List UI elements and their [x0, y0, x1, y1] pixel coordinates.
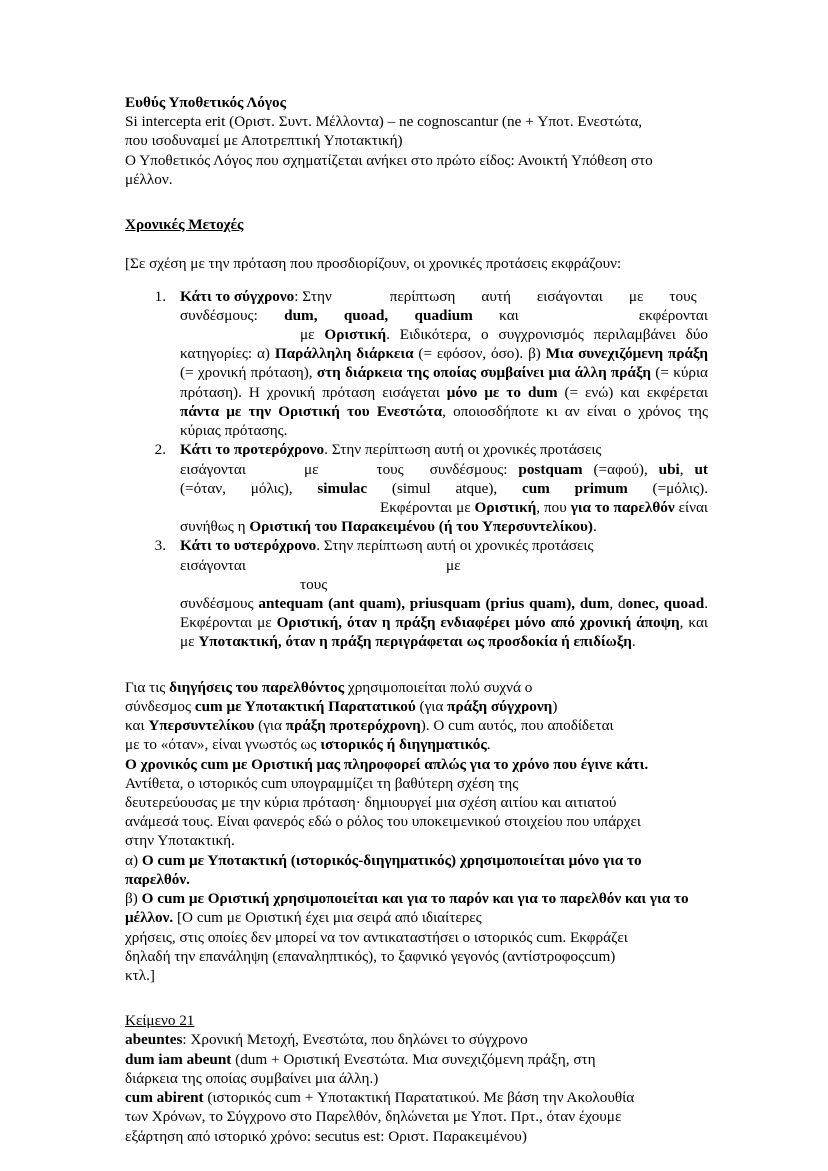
entry-cum-abirent: [125, 1088, 708, 1107]
s3-p10-a: β): [125, 890, 142, 908]
section-3-line-1: [125, 678, 708, 697]
item-1-t12: (= εφόσον, όσο). β): [413, 345, 546, 363]
item-1-t14: (= κύρια πρόταση). Η χρονική πρόταση εισάγεται: [180, 364, 708, 401]
s3-p1-b: χρησιμοποιείται πολύ συχνά ο: [344, 678, 533, 696]
section-3-line-11: χρήσεις, στις οποίες δεν μπορεί να τον αντικαταστήσει ο ιστορικός cum. Εκφράζει: [125, 928, 628, 946]
item-2-t14: .: [592, 518, 597, 536]
s3-p2-c: ): [552, 697, 558, 715]
section-1-line-2: που ισοδυναμεί με Αποτρεπτική Υποτακτική): [125, 132, 403, 150]
section-3-line-5: [125, 755, 708, 793]
item-1-t4: εισάγονται: [536, 287, 603, 305]
s3-p1-a: Για τις: [125, 678, 170, 696]
item-1-t13: (= χρονική πρόταση),: [180, 364, 317, 382]
item-1-b3: Παράλληλη διάρκεια: [274, 345, 414, 363]
s3-p2-b: (για: [415, 697, 448, 715]
item-3-t3: με: [445, 556, 461, 574]
section-2-intro: [Σε σχέση με την πρόταση που προσδιορίζουν, οι χρονικές προτάσεις εκφράζουν:: [125, 255, 622, 273]
item-2-t10: (=μόλις).: [627, 479, 709, 497]
item-1-t15: (= ενώ) και εκφέρεται: [557, 383, 708, 401]
item-1-t10: με: [300, 325, 325, 343]
item-2-t5: συνδέσμους:: [429, 460, 519, 478]
spacer: [125, 985, 708, 1011]
section-4-heading: Κείμενο 21: [125, 1012, 195, 1030]
item-2-b3: ut: [694, 460, 708, 478]
item-1-lead: Κάτι το σύγχρονο: [180, 287, 295, 305]
item-2-t1: . Στην περίπτωση αυτή οι χρονικές προτάσεις: [324, 441, 602, 459]
entry-cum-abirent-desc: (ιστορικός cum + Υποτακτική Παρατατικού. Με βάση την Ακολουθία: [203, 1089, 635, 1107]
section-3-line-7: ανάμεσά τους. Είναι φανερός εδώ ο ρόλος του υποκειμενικού στοιχείου που υπάρχει: [125, 813, 641, 831]
item-2-t4: τους: [376, 460, 404, 478]
item-3-t7: . Εκφέρονται με: [180, 595, 708, 632]
item-2-t3: με: [303, 460, 319, 478]
entry-abeuntes-desc: : Χρονική Μετοχή, Ενεστώτα, που δηλώνει το σύγχρονο: [182, 1031, 528, 1049]
section-3-line-8: στην Υποτακτική.: [125, 832, 235, 850]
section-temporal-participles: [125, 215, 708, 652]
item-1-t6: τους: [669, 287, 697, 305]
item-3-t6: , d: [609, 595, 626, 613]
item-2-t7: ,: [679, 460, 695, 478]
section-3-line-6: δευτερεύουσας με την κύρια πρόταση· δημιουργεί μια σχέση αιτίου και αιτιατού: [125, 794, 617, 811]
item-1-b1: dum, quoad, quadium: [284, 306, 473, 324]
item-2-t2: εισάγονται: [180, 460, 246, 478]
item-2-b1: postquam: [518, 460, 583, 478]
section-3-line-4: [125, 735, 708, 754]
item-1-b2: Οριστική: [324, 325, 387, 343]
item-3-b4: Υποτακτική, όταν η πράξη περιγράφεται ως προσδοκία ή επιδίωξη: [198, 633, 632, 651]
section-2-heading: Χρονικές Μετοχές: [125, 216, 244, 234]
item-2-b4: simulac: [317, 479, 368, 497]
item-1-t5: με: [628, 287, 644, 305]
s3-p2-a: σύνδεσμος: [125, 697, 195, 715]
spacer: [125, 234, 708, 254]
item-3-t9: .: [631, 633, 636, 651]
entry-dum-iam-abeunt-cont: διάρκεια της οποίας συμβαίνει μια άλλη.): [125, 1069, 379, 1087]
item-2-b7: για το παρελθόν: [570, 498, 675, 516]
spacer: [125, 274, 708, 287]
item-2-t6: (=αφού),: [582, 460, 659, 478]
spacer: [125, 652, 708, 678]
item-2-t8: (=όταν, μόλις),: [180, 479, 318, 497]
item-1-b5: στη διάρκεια της οποίας συμβαίνει μια άλλη πράξη: [316, 364, 651, 382]
item-3-b3: Οριστική, όταν η πράξη ενδιαφέρει μόνο από χρονική άποψη: [276, 614, 680, 632]
list-item: [125, 440, 708, 536]
s3-p3-b1: Υπερσυντελίκου: [148, 717, 255, 735]
section-1-line-4: μέλλον.: [125, 170, 173, 188]
spacer: [125, 189, 708, 215]
section-3-line-12: δηλαδή την επανάληψη (επαναληπτικός), το ξαφνικό γεγονός (αντίστροφοςcum): [125, 947, 616, 965]
item-2-b8: Οριστική του Παρακειμένου (ή του Υπερσυντελίκου): [249, 518, 593, 536]
list-item: [125, 287, 708, 441]
section-1-line-3: Ο Υποθετικός Λόγος που σχηματίζεται ανήκει στο πρώτο είδος: Ανοικτή Υπόθεση στο: [125, 151, 653, 169]
s3-p3-b: (για: [254, 717, 286, 735]
item-2-b6: Οριστική: [474, 498, 537, 516]
section-keimeno-21: [125, 1011, 708, 1146]
item-1-t11: . Ειδικότερα, ο συγχρονισμός περιλαμβάνει δύο κατηγορίες: α): [180, 325, 708, 363]
item-3-t8: , και με: [180, 614, 708, 651]
item-3-lead: Κάτι το υστερόχρονο: [180, 537, 317, 555]
temporal-clause-list: [125, 287, 708, 652]
s3-p2-b1: cum με Υποτακτική Παρατατικού: [194, 697, 416, 715]
s3-p9-a: α): [125, 851, 142, 869]
s3-p1-b1: διηγήσεις του παρελθόντος: [169, 678, 345, 696]
item-3-b1: antequam (ant quam), priusquam (prius quam), dum: [258, 595, 610, 613]
s3-p2-b2: πράξη σύγχρονη: [447, 697, 553, 715]
entry-dum-iam-abeunt-desc: (dum + Οριστική Ενεστώτα. Μια συνεχιζόμενη πράξη, στη: [231, 1050, 596, 1068]
item-1-b4: Μια συνεχιζόμενη πράξη: [545, 345, 708, 363]
s3-p3-a: και: [125, 717, 149, 735]
list-item: [125, 536, 708, 651]
item-3-t5: συνδέσμους: [180, 595, 259, 613]
entry-abeuntes-term: abeuntes: [125, 1031, 183, 1049]
section-1-heading: Ευθύς Υποθετικός Λόγος: [125, 94, 287, 111]
s3-p3-b2: πράξη προτερόχρονη: [285, 717, 421, 735]
item-1-t9: εκφέρονται: [638, 306, 708, 324]
section-3-line-13: κτλ.]: [125, 966, 155, 984]
entry-cum-abirent-term: cum abirent: [125, 1089, 204, 1107]
item-1-t7: συνδέσμους:: [180, 306, 285, 324]
entry-dum-iam-abeunt-term: dum iam abeunt: [125, 1050, 232, 1068]
s3-p3-c: ). Ο cum αυτός, που αποδίδεται: [420, 717, 614, 735]
section-3-line-3: [125, 716, 708, 735]
section-hypothetical-speech: [125, 93, 708, 189]
item-3-t2: εισάγονται: [180, 556, 246, 574]
section-1-line-1: Si intercepta erit (Οριστ. Συντ. Μέλλοντα) – ne cognoscantur (ne + Υποτ. Ενεστώτα,: [125, 113, 643, 131]
item-3-t4: τους: [300, 575, 328, 593]
s3-p4-a: με το «όταν», είναι γνωστός ως: [125, 736, 321, 754]
s3-p5-a: Αντίθετα, ο ιστορικός cum υπογραμμίζει τη βαθύτερη σχέση της: [125, 774, 519, 792]
item-1-b6: μόνο με το dum: [446, 383, 558, 401]
s3-p10-a2: [Ο cum με Οριστική έχει μια σειρά από ιδιαίτερες: [173, 909, 482, 927]
item-1-b7: πάντα με την Οριστική του Ενεστώτα: [180, 402, 443, 420]
item-2-t13: είναι συνήθως η: [180, 498, 709, 536]
item-3-b2: onec, quoad: [625, 595, 705, 613]
s3-p10-b1: Ο cum με Οριστική χρησιμοποιείται και για το παρόν και για το παρελθόν και για το μέλλον.: [125, 890, 689, 927]
item-1-t1: : Στην: [294, 287, 332, 305]
s3-p9-b1: Ο cum με Υποτακτική (ιστορικός-διηγηματικός) χρησιμοποιείται μόνο για το παρελθόν.: [125, 851, 642, 888]
section-3-line-9: [125, 851, 708, 889]
entry-cum-abirent-cont-2: εξάρτηση από ιστορικό χρόνο: secutus est: Οριστ. Παρακειμένου): [125, 1127, 527, 1145]
item-3-t1: . Στην περίπτωση αυτή οι χρονικές προτάσεις: [316, 537, 594, 555]
section-cum-usage: [125, 678, 708, 986]
entry-abeuntes: [125, 1030, 708, 1049]
item-2-t11: Εκφέρονται με: [380, 498, 475, 516]
item-2-t12: , που: [536, 498, 571, 516]
item-1-t3: αυτή: [481, 287, 511, 305]
item-2-lead: Κάτι το προτερόχρονο: [180, 441, 325, 459]
item-1-t2: περίπτωση: [389, 287, 456, 305]
item-2-t9: (simul atque),: [367, 479, 522, 497]
s3-p4-b: .: [486, 736, 491, 754]
section-3-line-10: [125, 889, 708, 927]
s3-p5-b1: Ο χρονικός cum με Οριστική μας πληροφορεί απλώς για το χρόνο που έγινε κάτι.: [125, 755, 649, 773]
entry-cum-abirent-cont-1: των Χρόνων, το Σύγχρονο στο Παρελθόν, δηλώνεται με Υποτ. Πρτ., όταν έχουμε: [125, 1108, 622, 1126]
section-3-line-2: [125, 697, 708, 716]
item-1-t8: και: [472, 306, 519, 324]
entry-dum-iam-abeunt: [125, 1050, 708, 1069]
item-2-b2: ubi: [658, 460, 680, 478]
item-2-b5: cum primum: [521, 479, 628, 497]
s3-p4-b1: ιστορικός ή διηγηματικός: [320, 736, 487, 754]
item-1-t16: , οποιοσδήποτε κι αν είναι ο χρόνος της κύριας πρότασης.: [180, 402, 709, 440]
